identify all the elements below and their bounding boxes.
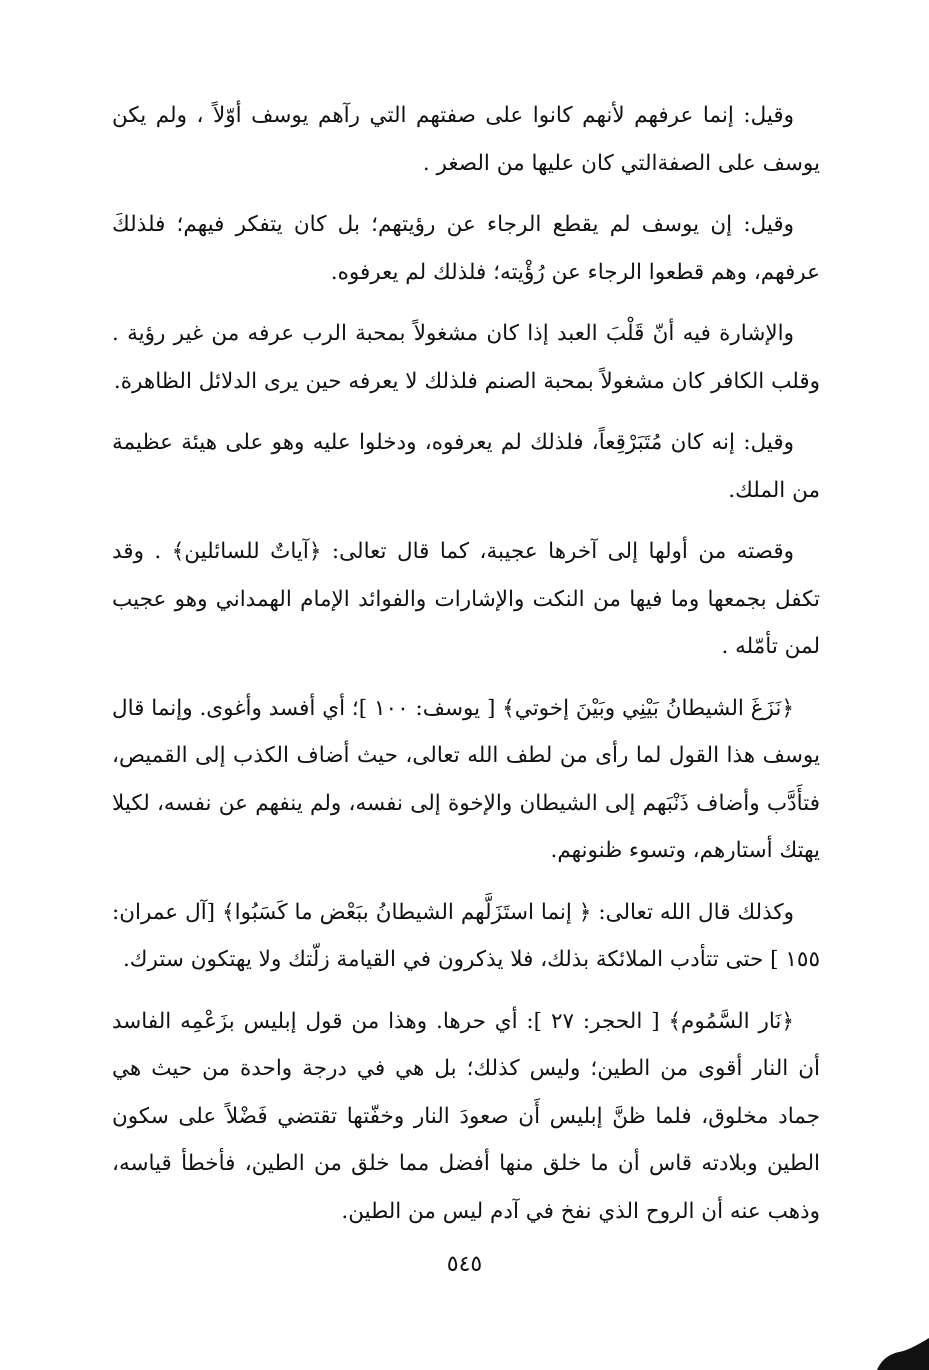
paragraph-5: وقصته من أولها إلى آخرها عجيبة، كما قال تعالى: ﴿آياتٌ للسائلين﴾ . وقد تكفل بجمعها وما فيها من النكت والإشارات والفوائد الإمام الهمداني وهو عجيب لمن تأمّله . (112, 539, 820, 659)
paragraph-6: ﴿نَزَغَ الشيطانُ بَيْنِي وبَيْنَ إخوتي﴾ [ يوسف: ١٠٠ ]؛ أي أفسد وأغوى. وإنما قال يوسف هذا القول لما رأى من لطف الله تعالى، حيث أضاف الكذب إلى القميص، فتأَدَّب وأضاف ذَنْبَهم إلى الشيطان والإخوة إلى نفسه، ولم ينفهم عن نفسه، لكيلا يهتك أستارهم، وتسوء ظنونهم. (112, 695, 820, 863)
page-number: ٥٤٥ (446, 1252, 483, 1277)
paragraph-1: وقيل: إنما عرفهم لأنهم كانوا على صفتهم التي رآهم يوسف أوّلاً ، ولم يكن يوسف على الصفةالتي كان عليها من الصغر . (112, 103, 820, 176)
page-body (112, 92, 820, 1249)
corner-scan-mark (869, 1330, 929, 1370)
paragraph-7: وكذلك قال الله تعالى: ﴿ إنما استَزَلَّهم الشيطانُ ببَعْض ما كَسَبُوا﴾ [آل عمران: ١٥٥ ] حتى تتأدب الملائكة بذلك، فلا يذكرون في القيامة زلّتك ولا يهتكون سترك. (112, 899, 820, 972)
paragraph-4: وقيل: إنه كان مُتَبَرْقِعاً، فلذلك لم يعرفوه، ودخلوا عليه وهو على هيئة عظيمة من الملك. (112, 430, 820, 503)
paragraph-2: وقيل: إن يوسف لم يقطع الرجاء عن رؤيتهم؛ بل كان يتفكر فيهم؛ فلذلكَ عرفهم، وهم قطعوا الرجاء عن رُؤْيته؛ فلذلك لم يعرفوه. (112, 212, 820, 285)
paragraph-8: ﴿نَار السَّمُوم﴾ [ الحجر: ٢٧ ]: أي حرها. وهذا من قول إبليس بزَعْمِه الفاسد أن النار أقوى من الطين؛ وليس كذلك؛ بل هي في درجة واحدة من حيث هي جماد مخلوق، فلما ظنَّ إبليس أَن صعودَ النار وخفّتها تقتضي فَضْلاً على سكون الطين وبلادته قاس أن ما خلق منها أفضل مما خلق من الطين، فأخطأ قياسه، وذهب عنه أن الروح الذي نفخ في آدم ليس من الطين. (112, 1008, 820, 1224)
paragraph-3: والإشارة فيه أنّ قَلْبَ العبد إذا كان مشغولاً بمحبة الرب عرفه من غير رؤية . وقلب الكافر كان مشغولاً بمحبة الصنم فلذلك لا يعرفه حين يرى الدلائل الظاهرة. (112, 321, 820, 394)
